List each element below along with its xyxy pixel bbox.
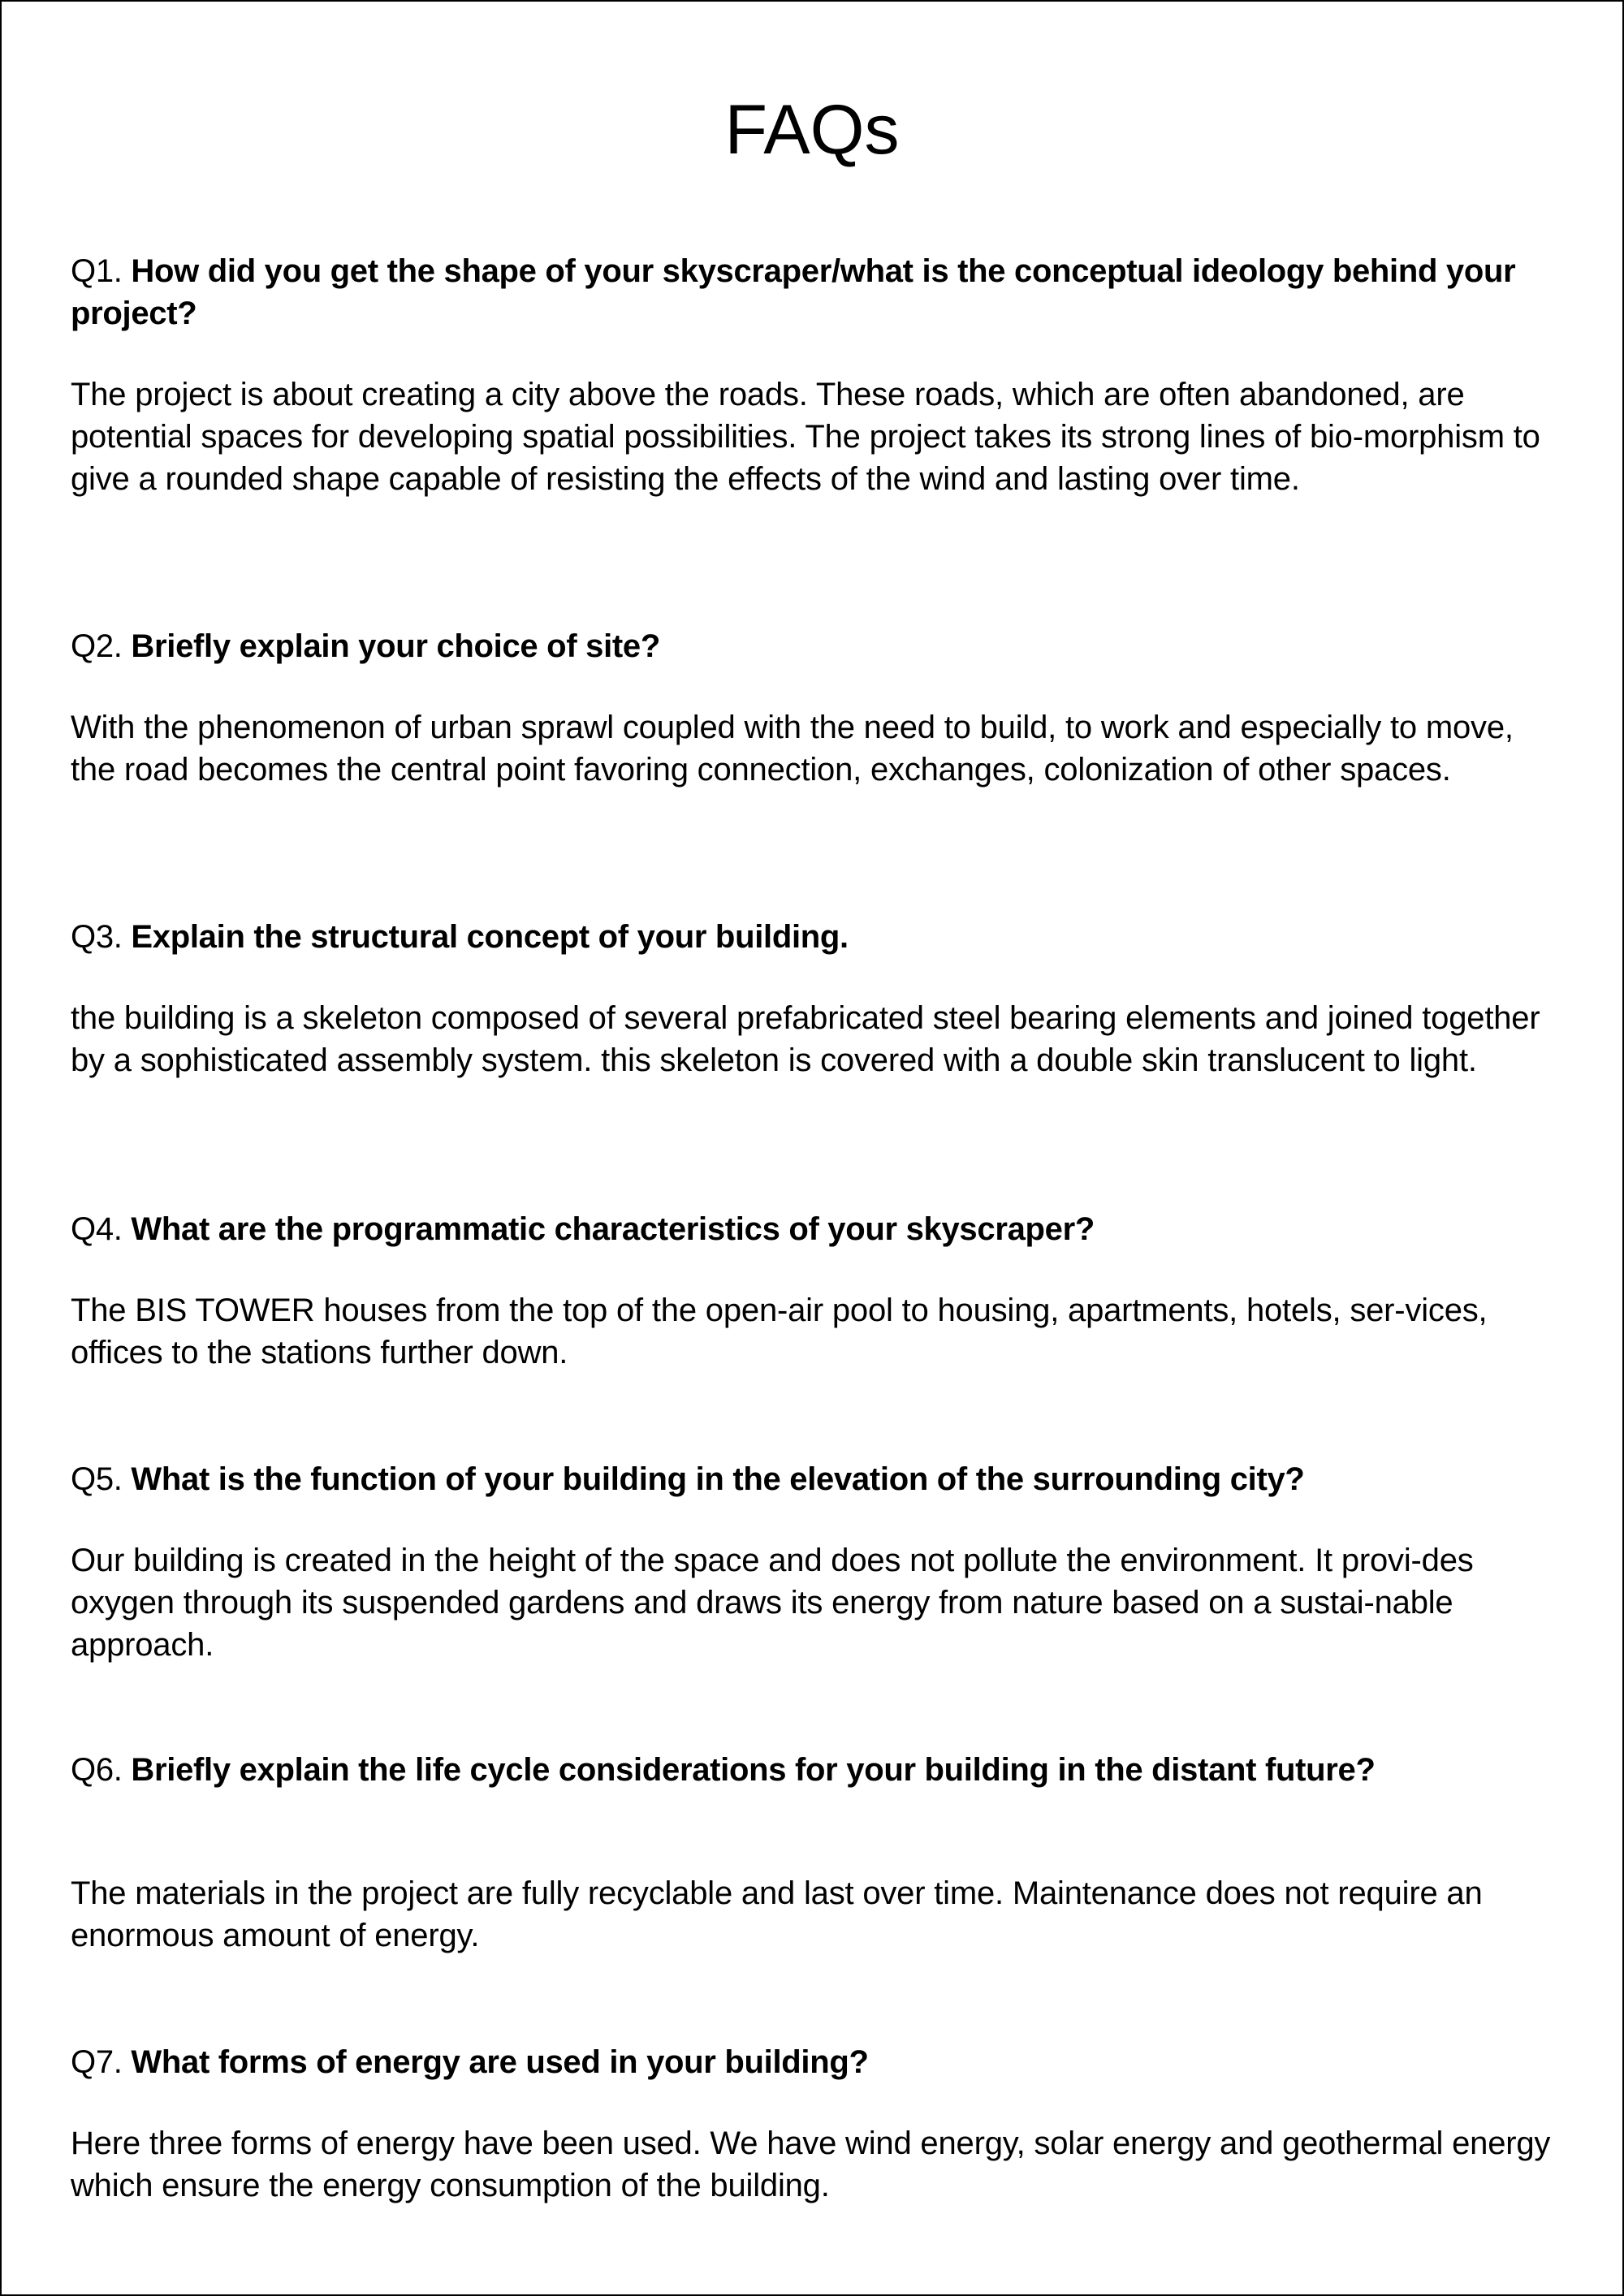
question-text: What are the programmatic characteristics of your skyscraper? [131,1211,1095,1247]
question-number: Q4. [71,1211,123,1247]
faq-question [71,916,1557,958]
faq-question [71,1749,1557,1791]
question-number: Q7. [71,2044,123,2080]
faq-item-2 [71,625,1557,791]
question-number: Q1. [71,253,123,289]
faq-item-1 [71,250,1557,500]
faq-item-3 [71,916,1557,1081]
faq-item-4 [71,1208,1557,1374]
question-text: Explain the structural concept of your building. [131,919,849,955]
question-number: Q6. [71,1752,123,1788]
question-text: Briefly explain your choice of site? [131,628,661,664]
question-number: Q3. [71,919,123,955]
faq-answer: Our building is created in the height of the space and does not pollute the environment. It provi-des oxygen through its suspended gardens and draws its energy from nature based on a sustai-nable approach. [71,1543,1474,1663]
faq-answer: With the phenomenon of urban sprawl coupled with the need to build, to work and especially to move, the road becomes the central point favoring connection, exchanges, colonization of other spaces. [71,710,1514,788]
faq-answer: The materials in the project are fully recyclable and last over time. Maintenance does not require an enormous amount of energy. [71,1875,1483,1953]
question-text: What is the function of your building in the elevation of the surrounding city? [131,1461,1305,1497]
faq-item-6 [71,1749,1557,1957]
faq-answer: Here three forms of energy have been used. We have wind energy, solar energy and geothermal energy which ensure the energy consumption of the building. [71,2126,1551,2203]
faq-item-7 [71,2041,1557,2207]
question-number: Q2. [71,628,123,664]
faq-answer: The BIS TOWER houses from the top of the open-air pool to housing, apartments, hotels, ser-vices, offices to the stations further down. [71,1293,1488,1370]
question-text: Briefly explain the life cycle considerations for your building in the distant future? [131,1752,1376,1788]
faq-question [71,250,1557,334]
faq-question [71,1458,1557,1500]
faq-answer: the building is a skeleton composed of several prefabricated steel bearing elements and joined together by a sophisticated assembly system. this skeleton is covered with a double skin translucent to light. [71,1000,1540,1078]
faq-answer: The project is about creating a city above the roads. These roads, which are often abandoned, are potential spaces for developing spatial possibilities. The project takes its strong lines of bio-morphism to give a rounded shape capable of resisting the effects of the wind and lasting over time. [71,377,1540,497]
question-text: How did you get the shape of your skyscraper/what is the conceptual ideology behind your project? [71,253,1516,331]
faq-item-5 [71,1458,1557,1666]
question-number: Q5. [71,1461,123,1497]
question-text: What forms of energy are used in your building? [131,2044,869,2080]
faq-question [71,1208,1557,1250]
page-title: FAQs [724,91,900,169]
faq-question [71,625,1557,667]
faq-question [71,2041,1557,2083]
